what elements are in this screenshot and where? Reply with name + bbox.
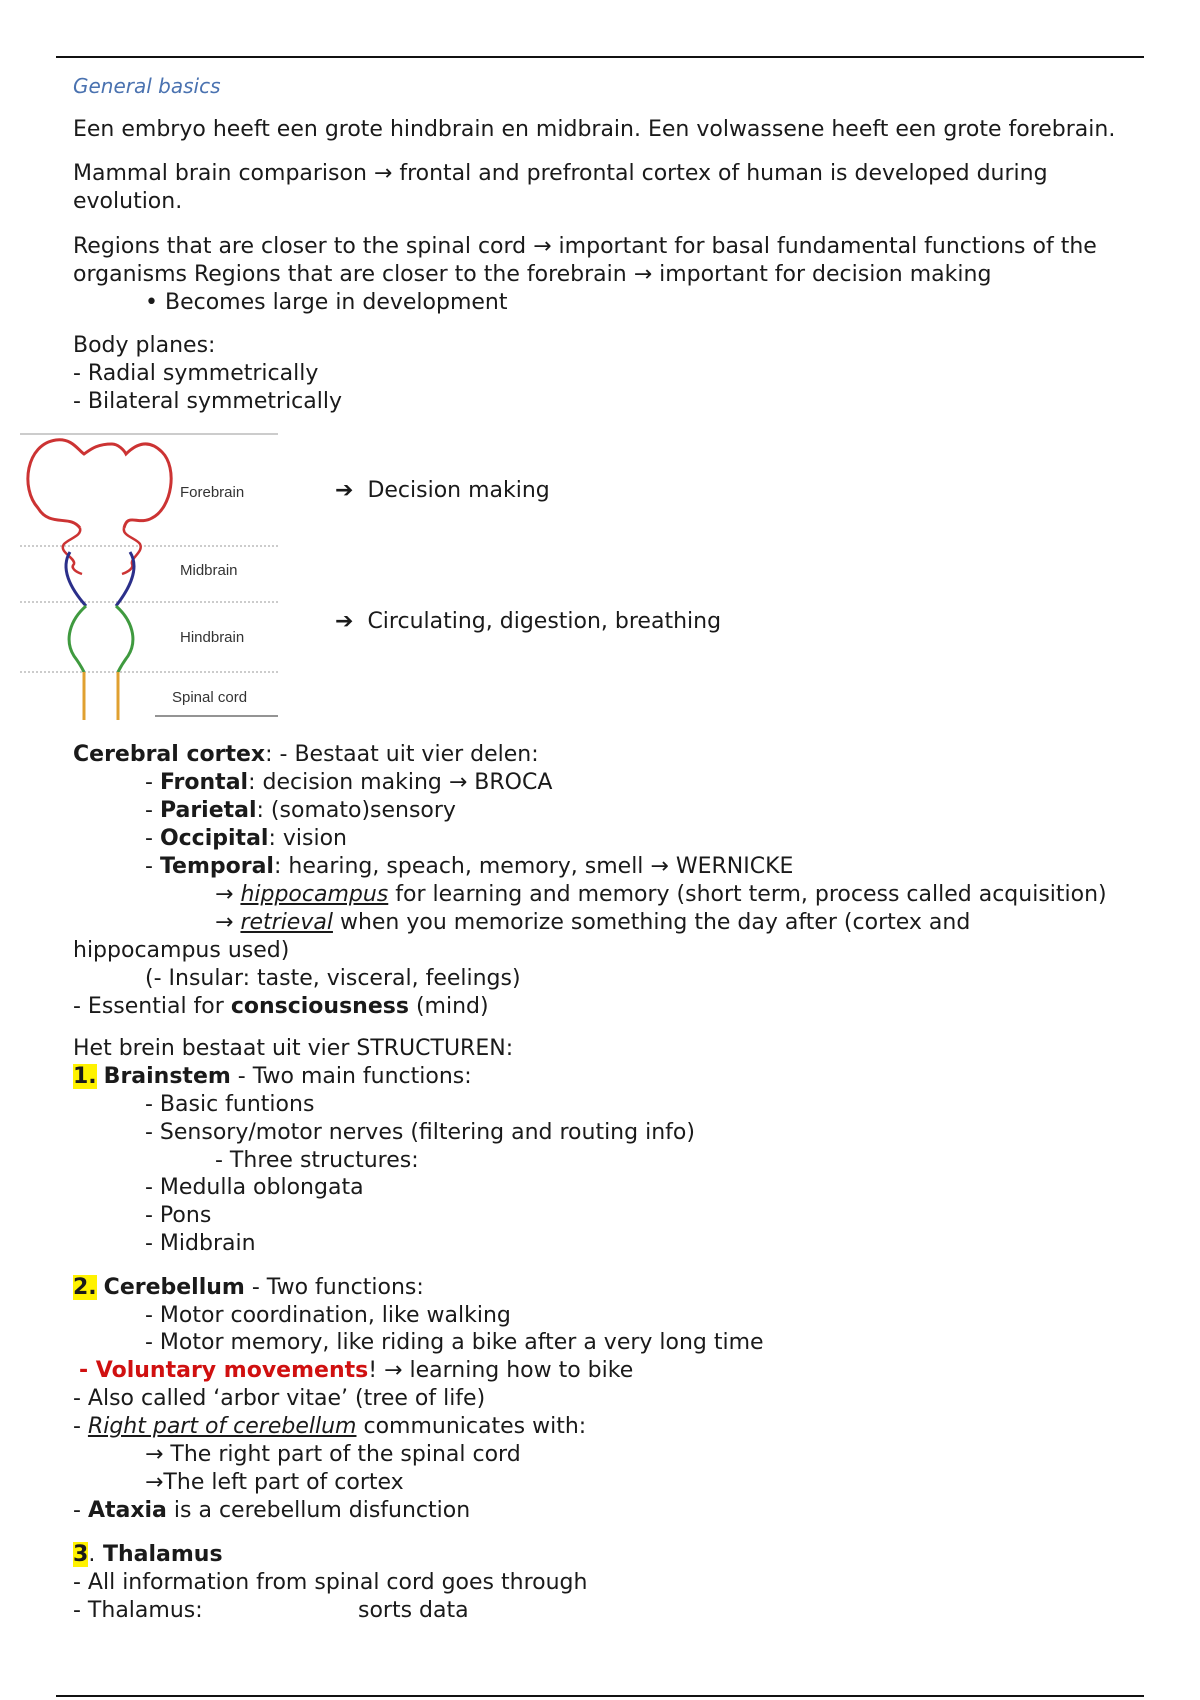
cortex-retrieval (215, 909, 1200, 937)
cerebellum-number: 2. (73, 1275, 97, 1300)
dash: - (145, 854, 160, 879)
body-planes-item: - Radial symmetrically (73, 361, 319, 386)
brainstem-number: 1. (73, 1064, 97, 1089)
right-part-rest: communicates with: (356, 1414, 587, 1439)
cortex-hippocampus (215, 881, 1200, 909)
parietal-label: Parietal (159, 798, 257, 823)
essential-text: - Essential for (73, 994, 231, 1019)
occipital-label: Occipital (159, 826, 269, 851)
label-spinal-cord: Spinal cord (172, 689, 248, 706)
brainstem-sub: - Three structures: (215, 1148, 419, 1173)
ataxia-rest: is a cerebellum disfunction (166, 1498, 471, 1523)
midbrain-shape (66, 552, 86, 606)
body-planes-item: - Bilateral symmetrically (73, 389, 343, 414)
essential-mind: (mind) (408, 994, 489, 1019)
paragraph-regions-1: Regions that are closer to the spinal cord → important for basal fundamental functions of the (73, 234, 1097, 259)
thalamus-label: - Thalamus: (73, 1598, 203, 1623)
arrow-right-icon: → (215, 910, 241, 935)
dash: - (73, 1498, 88, 1523)
ataxia-term: Ataxia (87, 1498, 167, 1523)
thalamus-item: - All information from spinal cord goes through (73, 1570, 588, 1595)
dash: - (145, 770, 160, 795)
voluntary-rest: ! → learning how to bike (368, 1358, 634, 1383)
cerebellum-arbor: - Also called ‘arbor vitae’ (tree of life) (73, 1386, 486, 1411)
bottom-rule (56, 1695, 1144, 1697)
top-rule (56, 56, 1144, 58)
body-planes-title: Body planes: (73, 333, 216, 358)
hindbrain-shape (69, 606, 86, 672)
hippocampus-term: hippocampus (240, 882, 389, 907)
midbrain-shape (116, 552, 134, 606)
structures-intro: Het brein bestaat uit vier STRUCTUREN: (73, 1036, 514, 1061)
thalamus-number: 3 (73, 1542, 89, 1567)
arrow-right-icon: ➔ (335, 609, 354, 634)
cerebellum-item: - Motor coordination, like walking (145, 1303, 511, 1328)
brainstem-rest: - Two main functions: (230, 1064, 472, 1089)
right-part-term: Right part of cerebellum (87, 1414, 357, 1439)
cortex-occipital (145, 825, 1200, 853)
arrow-circulating-text: Circulating, digestion, breathing (367, 609, 722, 634)
cerebellum-comm: →The left part of cortex (145, 1470, 404, 1495)
cerebellum-rest: - Two functions: (244, 1275, 424, 1300)
label-hindbrain: Hindbrain (180, 629, 245, 646)
cortex-temporal (145, 853, 1200, 881)
retrieval-term: retrieval (240, 910, 333, 935)
brainstem-part: - Medulla oblongata (145, 1175, 364, 1200)
temporal-text: : hearing, speach, memory, smell → WERNICKE (273, 854, 794, 879)
brainstem-item: - Basic funtions (145, 1092, 315, 1117)
hippocampus-text: for learning and memory (short term, process called acquisition) (388, 882, 1107, 907)
cerebellum-comm: → The right part of the spinal cord (145, 1442, 521, 1467)
cerebellum-item: - Motor memory, like riding a bike after a very long time (145, 1330, 764, 1355)
cortex-title-rest: : - Bestaat uit vier delen: (265, 742, 539, 767)
section-title: General basics (73, 74, 221, 98)
brainstem-title: Brainstem (103, 1064, 231, 1089)
paragraph-regions-bullet: • Becomes large in development (145, 290, 508, 315)
brain-diagram-svg (20, 428, 282, 720)
cortex-title: Cerebral cortex (73, 742, 266, 767)
arrow-circulating (335, 609, 721, 634)
forebrain-shape (28, 440, 171, 528)
paragraph-mammal-1: Mammal brain comparison → frontal and prefrontal cortex of human is developed during (73, 161, 1048, 186)
arrow-decision-text: Decision making (367, 478, 550, 503)
cortex-frontal (145, 769, 1200, 797)
consciousness-term: consciousness (230, 994, 409, 1019)
cortex-parietal (145, 797, 1200, 825)
arrow-right-icon: ➔ (335, 478, 354, 503)
forebrain-shape (122, 528, 141, 574)
temporal-label: Temporal (159, 854, 274, 879)
brainstem-item: - Sensory/motor nerves (filtering and routing info) (145, 1120, 695, 1145)
cortex-essential (73, 993, 1153, 1021)
brainstem-part: - Midbrain (145, 1231, 256, 1256)
thalamus-item (73, 1597, 1153, 1625)
paragraph-regions-2: organisms Regions that are closer to the forebrain → important for decision making (73, 262, 992, 287)
parietal-text: : (somato)sensory (256, 798, 456, 823)
cortex-heading (73, 741, 1153, 769)
arrow-right-icon: → (215, 882, 241, 907)
paragraph-mammal-2: evolution. (73, 189, 183, 214)
thalamus-dot: . (88, 1542, 96, 1567)
dash: - (145, 798, 160, 823)
cortex-retrieval-cont: hippocampus used) (73, 938, 290, 963)
brain-diagram (20, 428, 282, 720)
label-forebrain: Forebrain (180, 484, 245, 501)
arrow-decision-making (335, 478, 550, 503)
brainstem-part: - Pons (145, 1203, 212, 1228)
voluntary-movements: - Voluntary movements (79, 1358, 369, 1383)
thalamus-sorts: sorts data (358, 1598, 469, 1623)
cortex-insular: (- Insular: taste, visceral, feelings) (145, 966, 521, 991)
dash: - (73, 1414, 88, 1439)
dash: - (145, 826, 160, 851)
cerebellum-voluntary (79, 1357, 1159, 1385)
hindbrain-shape (116, 606, 133, 672)
occipital-text: : vision (268, 826, 347, 851)
brainstem-heading (73, 1063, 1153, 1091)
thalamus-heading (73, 1541, 1153, 1569)
frontal-text: : decision making → BROCA (248, 770, 553, 795)
retrieval-text: when you memorize something the day after (cortex and (332, 910, 971, 935)
paragraph-embryo: Een embryo heeft een grote hindbrain en midbrain. Een volwassene heeft een grote forebrain. (73, 117, 1116, 142)
frontal-label: Frontal (159, 770, 249, 795)
cerebellum-right-part (73, 1413, 1153, 1441)
label-midbrain: Midbrain (180, 562, 238, 579)
thalamus-title: Thalamus (95, 1542, 223, 1567)
cerebellum-title: Cerebellum (103, 1275, 245, 1300)
cerebellum-ataxia (73, 1497, 1153, 1525)
cerebellum-heading (73, 1274, 1153, 1302)
